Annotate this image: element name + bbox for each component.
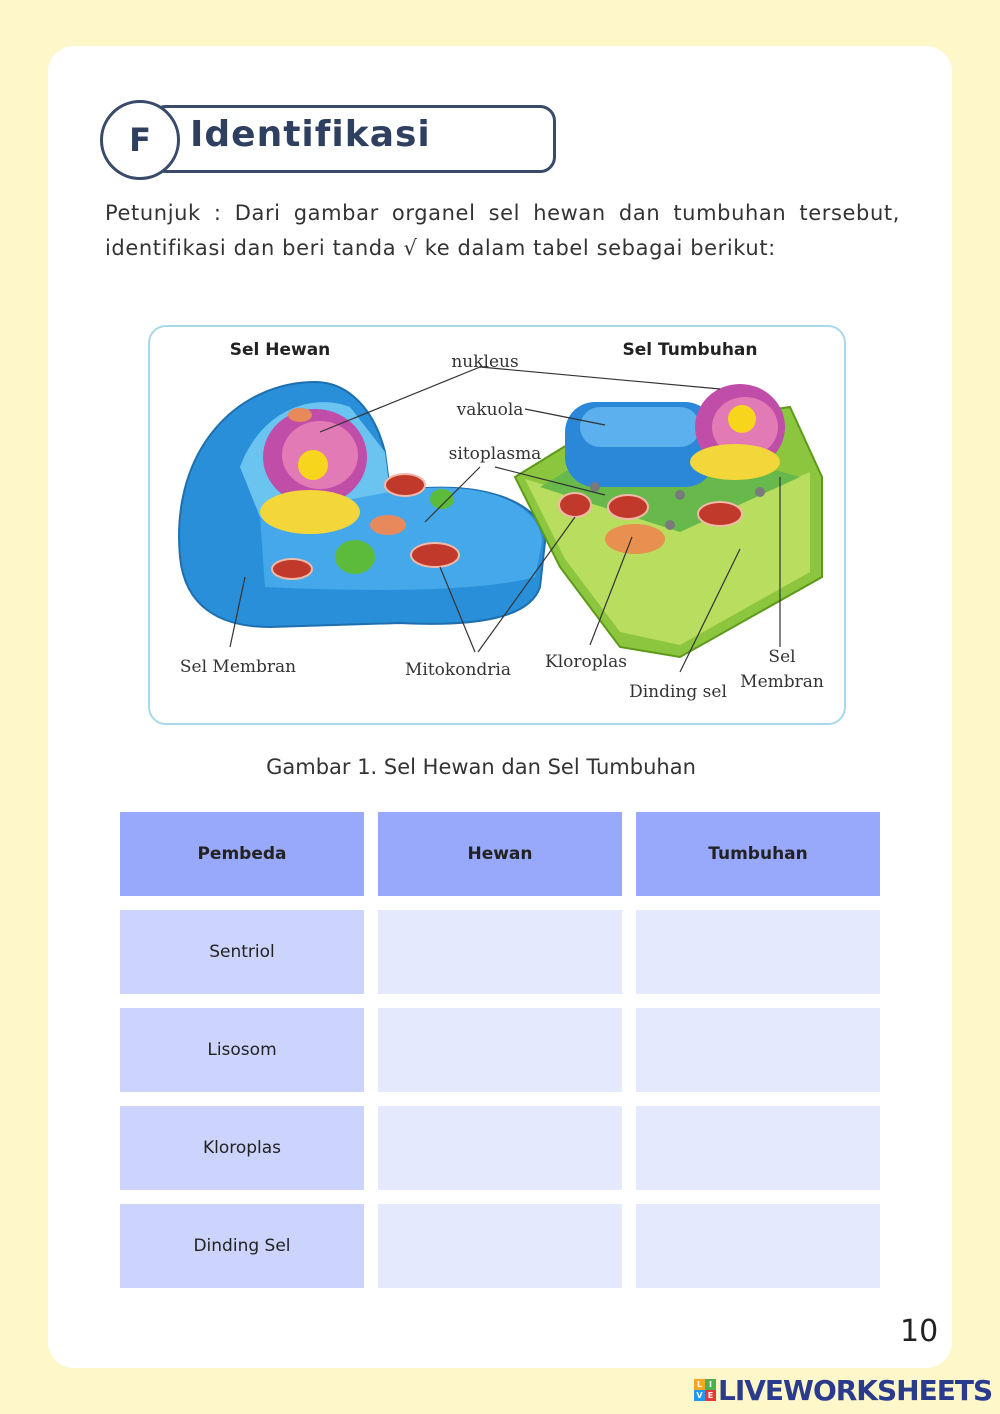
section-letter: F xyxy=(100,100,180,180)
answer-dinding-sel-tumbuhan[interactable] xyxy=(636,1204,880,1288)
cell-diagram xyxy=(148,325,846,725)
section-title: Identifikasi xyxy=(190,114,431,155)
figure-caption: Gambar 1. Sel Hewan dan Sel Tumbuhan xyxy=(266,755,696,779)
page-number: 10 xyxy=(900,1314,939,1349)
answer-lisosom-hewan[interactable] xyxy=(378,1008,622,1092)
label-kloroplas: Kloroplas xyxy=(545,652,627,672)
cell-diagram-svg xyxy=(150,327,848,727)
answer-kloroplas-hewan[interactable] xyxy=(378,1106,622,1190)
header-tumbuhan: Tumbuhan xyxy=(636,812,880,896)
label-nukleus: nukleus xyxy=(451,352,519,372)
row-label-lisosom: Lisosom xyxy=(120,1008,364,1092)
liveworksheets-logo-icon: L I V E xyxy=(694,1379,716,1401)
label-sel-membran-animal: Sel Membran xyxy=(179,657,297,677)
row-label-sentriol: Sentriol xyxy=(120,910,364,994)
label-vakuola: vakuola xyxy=(456,400,524,420)
answer-sentriol-hewan[interactable] xyxy=(378,910,622,994)
brand-text: LIVEWORKSHEETS xyxy=(718,1373,993,1407)
answer-kloroplas-tumbuhan[interactable] xyxy=(636,1106,880,1190)
plant-cell-illustration xyxy=(515,384,822,657)
label-sel-membran-plant-line1: Sel xyxy=(768,647,796,667)
answer-dinding-sel-hewan[interactable] xyxy=(378,1204,622,1288)
header-hewan: Hewan xyxy=(378,812,622,896)
answer-lisosom-tumbuhan[interactable] xyxy=(636,1008,880,1092)
animal-cell-title: Sel Hewan xyxy=(229,340,331,360)
row-label-kloroplas: Kloroplas xyxy=(120,1106,364,1190)
plant-cell-title: Sel Tumbuhan xyxy=(622,340,758,360)
answer-sentriol-tumbuhan[interactable] xyxy=(636,910,880,994)
row-label-dinding-sel: Dinding Sel xyxy=(120,1204,364,1288)
instruction-text: Petunjuk : Dari gambar organel sel hewan dan tumbuhan tersebut, identifikasi dan beri tanda √ ke dalam tabel sebagai berikut: xyxy=(105,201,900,260)
liveworksheets-brand[interactable] xyxy=(694,1372,992,1408)
header-pembeda: Pembeda xyxy=(120,812,364,896)
label-sel-membran-plant-line2: Membran xyxy=(740,672,824,692)
label-mitokondria: Mitokondria xyxy=(405,660,511,680)
label-sitoplasma: sitoplasma xyxy=(448,444,542,464)
label-dinding-sel: Dinding sel xyxy=(629,682,727,702)
